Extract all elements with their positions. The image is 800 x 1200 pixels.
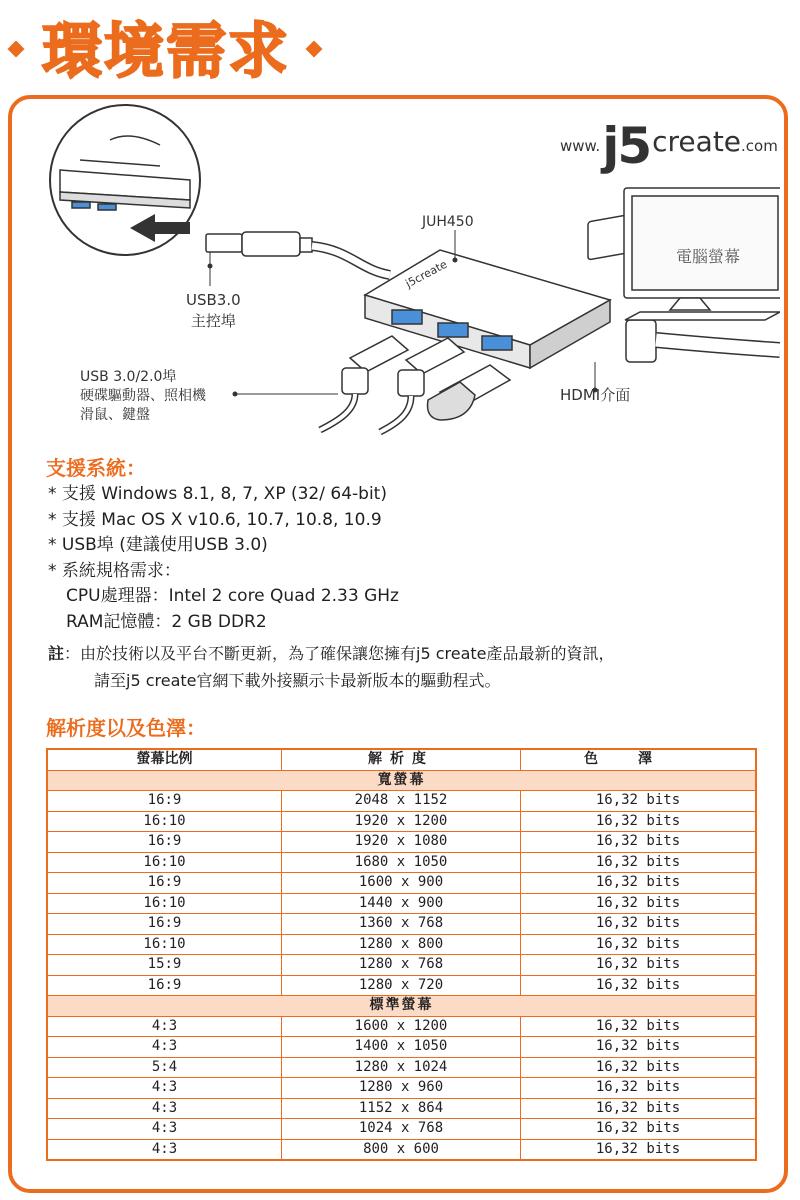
hub-logo: j5create — [403, 257, 450, 291]
aspect-ratio-cell: 4:3 — [47, 1037, 282, 1058]
system-line: * 支援 Windows 8.1, 8, 7, XP (32/ 64-bit) — [48, 484, 387, 504]
resolution-cell: 2048 x 1152 — [282, 791, 521, 812]
table-row — [47, 1037, 756, 1058]
table-row — [47, 873, 756, 894]
table-row — [47, 1119, 756, 1140]
table-group-row — [47, 996, 756, 1017]
resolution-cell: 1280 x 1024 — [282, 1057, 521, 1078]
monitor-label: 電腦螢幕 — [676, 247, 741, 266]
column-aspect-ratio: 螢幕比例 — [47, 749, 282, 770]
aspect-ratio-cell: 15:9 — [47, 955, 282, 976]
color-depth-cell: 16,32 bits — [521, 1057, 757, 1078]
system-line: * 系統規格需求： — [48, 560, 181, 581]
color-depth-cell: 16,32 bits — [521, 934, 757, 955]
aspect-ratio-cell: 16:10 — [47, 934, 282, 955]
resolution-cell: 1280 x 800 — [282, 934, 521, 955]
table-row — [47, 811, 756, 832]
color-depth-cell: 16,32 bits — [521, 1078, 757, 1099]
right-diamond-icon — [306, 41, 323, 58]
color-depth-cell: 16,32 bits — [521, 791, 757, 812]
aspect-ratio-cell: 16:9 — [47, 873, 282, 894]
resolution-cell: 1600 x 1200 — [282, 1016, 521, 1037]
table-row — [47, 934, 756, 955]
system-list — [48, 482, 768, 635]
aspect-ratio-cell: 16:9 — [47, 832, 282, 853]
ram-requirement: RAM記憶體：2 GB DDR2 — [66, 611, 267, 632]
table-row — [47, 1057, 756, 1078]
left-diamond-icon — [8, 41, 25, 58]
color-depth-cell: 16,32 bits — [521, 1119, 757, 1140]
resolution-cell: 1920 x 1200 — [282, 811, 521, 832]
page-header — [0, 0, 800, 96]
aspect-ratio-cell: 16:9 — [47, 914, 282, 935]
table-row — [47, 791, 756, 812]
color-depth-cell: 16,32 bits — [521, 1016, 757, 1037]
usb-plug — [206, 232, 390, 275]
resolution-cell: 1360 x 768 — [282, 914, 521, 935]
resolution-cell: 1440 x 900 — [282, 893, 521, 914]
resolution-heading: 解析度以及色澤： — [46, 716, 206, 740]
resolution-cell: 1680 x 1050 — [282, 852, 521, 873]
hub-model-label: JUH450 — [422, 214, 474, 230]
resolution-cell: 1280 x 960 — [282, 1078, 521, 1099]
group-title: 標準螢幕 — [47, 996, 756, 1017]
table-header-row — [47, 749, 756, 770]
resolution-cell: 1024 x 768 — [282, 1119, 521, 1140]
aspect-ratio-cell: 16:9 — [47, 791, 282, 812]
table-row — [47, 1016, 756, 1037]
resolution-cell: 1920 x 1080 — [282, 832, 521, 853]
resolution-cell: 1400 x 1050 — [282, 1037, 521, 1058]
resolution-cell: 800 x 600 — [282, 1139, 521, 1160]
aspect-ratio-cell: 4:3 — [47, 1078, 282, 1099]
update-note — [48, 640, 768, 694]
color-depth-cell: 16,32 bits — [521, 1098, 757, 1119]
table-group-row — [47, 770, 756, 791]
resolution-table — [46, 748, 757, 1161]
resolution-cell: 1600 x 900 — [282, 873, 521, 894]
color-depth-cell: 16,32 bits — [521, 1037, 757, 1058]
color-depth-cell: 16,32 bits — [521, 811, 757, 832]
note-text-1: ：由於技術以及平台不斷更新，為了確保讓您擁有j5 create產品最新的資訊， — [64, 644, 615, 663]
column-resolution: 解析度 — [282, 749, 521, 770]
color-depth-cell: 16,32 bits — [521, 852, 757, 873]
color-depth-cell: 16,32 bits — [521, 955, 757, 976]
system-line: * USB埠 (建議使用USB 3.0) — [48, 535, 268, 555]
table-row — [47, 832, 756, 853]
table-row — [47, 955, 756, 976]
aspect-ratio-cell: 4:3 — [47, 1119, 282, 1140]
table-row — [47, 1139, 756, 1160]
table-row — [47, 914, 756, 935]
brand-logo: www.j5create.com — [560, 117, 778, 175]
aspect-ratio-cell: 16:10 — [47, 893, 282, 914]
color-depth-cell: 16,32 bits — [521, 893, 757, 914]
color-depth-cell: 16,32 bits — [521, 914, 757, 935]
cpu-requirement: CPU處理器：Intel 2 core Quad 2.33 GHz — [66, 586, 399, 606]
column-color-depth: 色澤 — [521, 749, 757, 770]
aspect-ratio-cell: 4:3 — [47, 1098, 282, 1119]
table-row — [47, 852, 756, 873]
color-depth-cell: 16,32 bits — [521, 832, 757, 853]
usb-port-label: USB 3.0/2.0埠 硬碟驅動器、照相機 滑鼠、鍵盤 — [80, 369, 206, 423]
resolution-cell: 1280 x 768 — [282, 955, 521, 976]
color-depth-cell: 16,32 bits — [521, 975, 757, 996]
table-row — [47, 1078, 756, 1099]
hdmi-label: HDMI介面 — [560, 386, 631, 404]
table-row — [47, 975, 756, 996]
resolution-cell: 1152 x 864 — [282, 1098, 521, 1119]
aspect-ratio-cell: 16:10 — [47, 811, 282, 832]
table-row — [47, 893, 756, 914]
aspect-ratio-cell: 4:3 — [47, 1016, 282, 1037]
color-depth-cell: 16,32 bits — [521, 873, 757, 894]
note-text-2: 請至j5 create官網下載外接顯示卡最新版本的驅動程式。 — [94, 671, 501, 690]
page-title: 環境需求 — [42, 17, 290, 87]
color-depth-cell: 16,32 bits — [521, 1139, 757, 1160]
aspect-ratio-cell: 16:10 — [47, 852, 282, 873]
system-line: * 支援 Mac OS X v10.6, 10.7, 10.8, 10.9 — [48, 509, 382, 530]
aspect-ratio-cell: 5:4 — [47, 1057, 282, 1078]
table-row — [47, 1098, 756, 1119]
resolution-cell: 1280 x 720 — [282, 975, 521, 996]
aspect-ratio-cell: 4:3 — [47, 1139, 282, 1160]
aspect-ratio-cell: 16:9 — [47, 975, 282, 996]
note-label: 註 — [48, 644, 65, 663]
group-title: 寬螢幕 — [47, 770, 756, 791]
usb-host-label: USB3.0 主控埠 — [186, 291, 241, 330]
system-heading: 支援系統： — [46, 456, 146, 480]
